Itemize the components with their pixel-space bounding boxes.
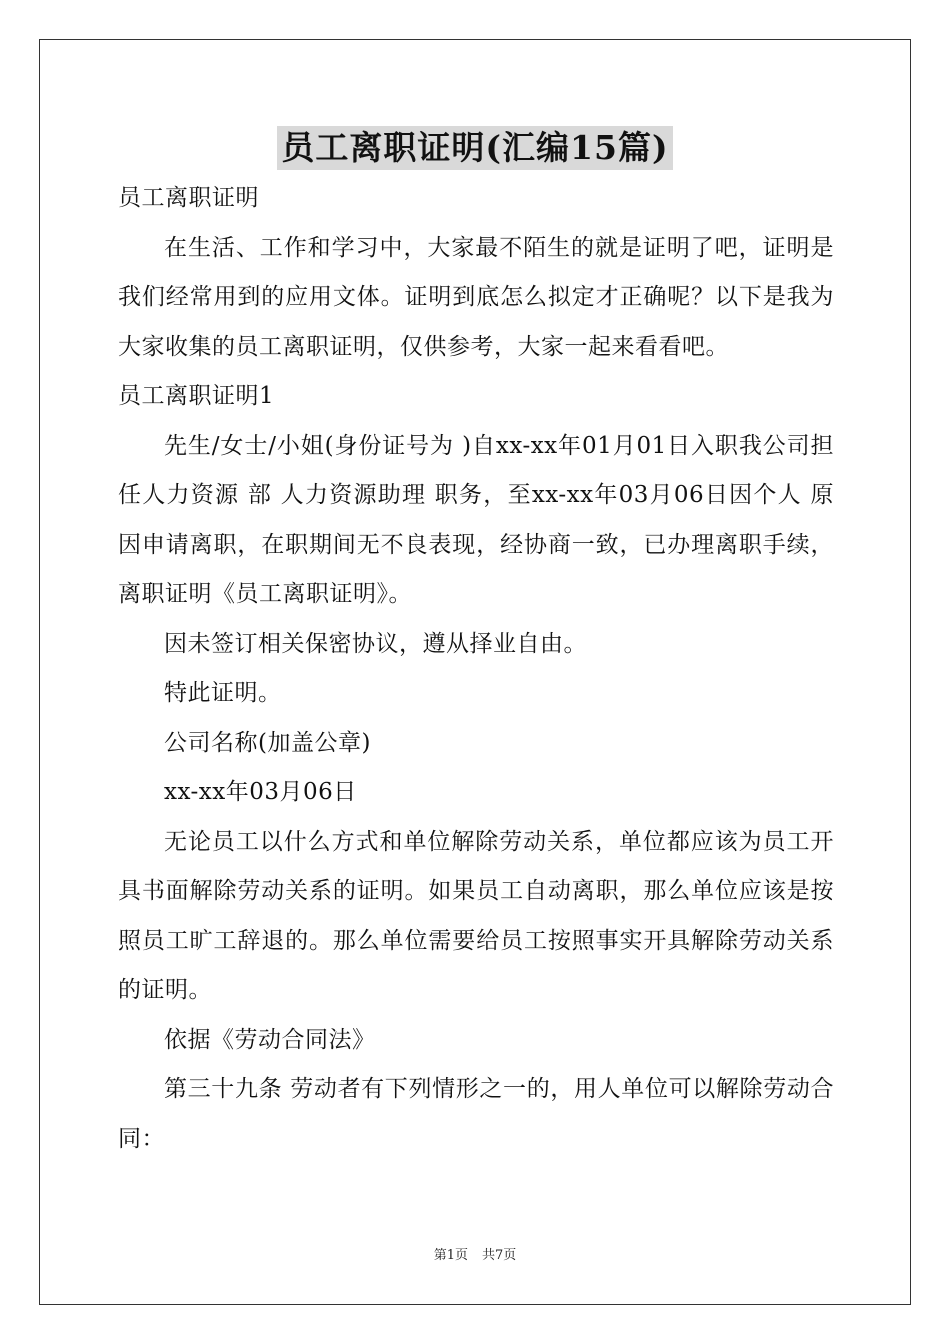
document-body bbox=[118, 174, 834, 1164]
page-footer bbox=[0, 1246, 950, 1266]
paragraph-certificate-body: 先生/女士/小姐(身份证号为 )自xx-xx年01月01日入职我公司担任人力资源 部 人力资源助理 职务，至xx-xx年03月06日因个人 原因申请离职，在职期间无不良表现，经协商一致，已办理离职手续，离职证明《员工离职证明》。 bbox=[118, 432, 834, 607]
paragraph-hereby-certify: 特此证明。 bbox=[164, 680, 282, 706]
document-title: 员工离职证明(汇编15篇) bbox=[277, 126, 672, 170]
paragraph-explanation: 无论员工以什么方式和单位解除劳动关系，单位都应该为员工开具书面解除劳动关系的证明。如果员工自动离职，那么单位应该是按照员工旷工辞退的。那么单位需要给员工按照事实开具解除劳动关系的证明。 bbox=[118, 828, 834, 1003]
paragraph-confidentiality: 因未签订相关保密协议，遵从择业自由。 bbox=[164, 630, 587, 657]
title-container bbox=[0, 126, 950, 170]
paragraph-date: xx-xx年03月06日 bbox=[164, 779, 357, 805]
page-total: 共7页 bbox=[482, 1248, 517, 1263]
paragraph-section-heading: 员工离职证明1 bbox=[118, 383, 275, 409]
page-number: 第1页 bbox=[433, 1248, 468, 1263]
paragraph-company-name: 公司名称(加盖公章) bbox=[164, 729, 371, 756]
paragraph-intro: 在生活、工作和学习中，大家最不陌生的就是证明了吧，证明是我们经常用到的应用文体。证明到底怎么拟定才正确呢？以下是我为大家收集的员工离职证明，仅供参考，大家一起来看看吧。 bbox=[118, 234, 834, 360]
paragraph-heading: 员工离职证明 bbox=[118, 185, 259, 211]
paragraph-article-39: 第三十九条 劳动者有下列情形之一的，用人单位可以解除劳动合同： bbox=[118, 1076, 834, 1152]
paragraph-law-reference: 依据《劳动合同法》 bbox=[164, 1026, 376, 1053]
